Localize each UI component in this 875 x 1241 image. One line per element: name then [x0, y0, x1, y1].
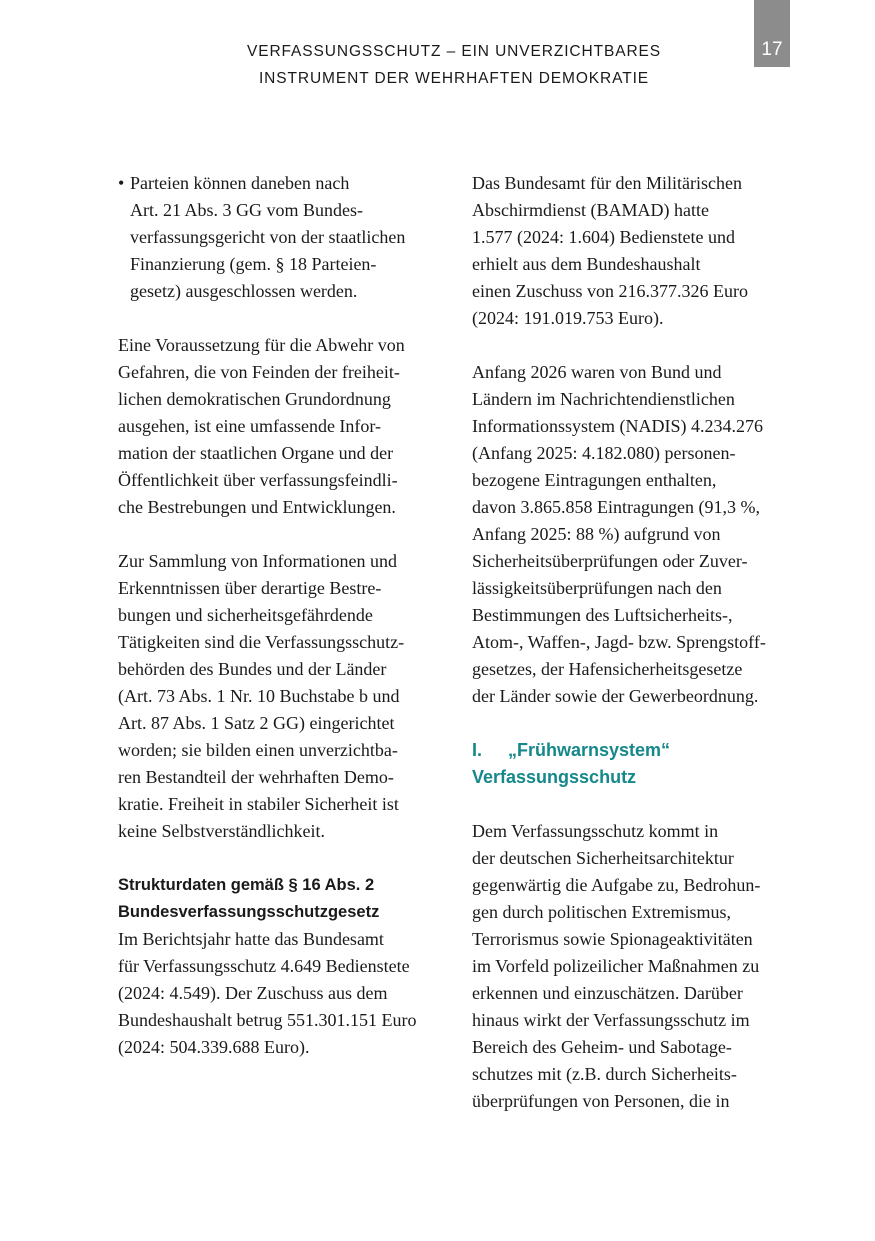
text-line: gesetz) ausgeschlossen werden. — [130, 281, 358, 301]
subheading-line: Strukturdaten gemäß § 16 Abs. 2 — [118, 876, 375, 894]
text-line: Art. 87 Abs. 1 Satz 2 GG) eingerichtet — [118, 713, 395, 733]
text-line: Bundeshaushalt betrug 551.301.151 Euro — [118, 1010, 417, 1030]
section-heading-line: Verfassungsschutz — [472, 767, 637, 787]
text-line: Terrorismus sowie Spionageaktivitäten — [472, 929, 753, 949]
text-line: einen Zuschuss von 216.377.326 Euro — [472, 281, 748, 301]
bullet-item — [118, 170, 448, 305]
text-line: davon 3.865.858 Eintragungen (91,3 %, — [472, 497, 760, 517]
text-line: behörden des Bundes und der Länder — [118, 659, 387, 679]
text-line: Bereich des Geheim- und Sabotage- — [472, 1037, 732, 1057]
text-line: lichen demokratischen Grundordnung — [118, 389, 391, 409]
text-line: Bestimmungen des Luftsicherheits-, — [472, 605, 733, 625]
text-line: erhielt aus dem Bundeshaushalt — [472, 254, 701, 274]
text-line: (Art. 73 Abs. 1 Nr. 10 Buchstabe b und — [118, 686, 400, 706]
text-line: Zur Sammlung von Informationen und — [118, 551, 397, 571]
paragraph — [472, 170, 802, 332]
text-line: Abschirmdienst (BAMAD) hatte — [472, 200, 709, 220]
running-header-line: INSTRUMENT DER WEHRHAFTEN DEMOKRATIE — [258, 70, 650, 87]
text-line: (2024: 191.019.753 Euro). — [472, 308, 664, 328]
text-line: keine Selbstverständlichkeit. — [118, 821, 325, 841]
subheading-line: Bundesverfassungsschutzgesetz — [118, 903, 380, 921]
text-line: gen durch politischen Extremismus, — [472, 902, 731, 922]
text-line: worden; sie bilden einen unverzichtba- — [118, 740, 398, 760]
text-line: (2024: 504.339.688 Euro). — [118, 1037, 310, 1057]
section-number: I. — [472, 740, 483, 760]
text-line: erkennen und einzuschätzen. Darüber — [472, 983, 743, 1003]
left-column — [118, 170, 448, 1061]
text-line: che Bestrebungen und Entwicklungen. — [118, 497, 396, 517]
text-line: Ländern im Nachrichtendienstlichen — [472, 389, 735, 409]
text-line: Sicherheitsüberprüfungen oder Zuver- — [472, 551, 748, 571]
text-line: gegenwärtig die Aufgabe zu, Bedrohun- — [472, 875, 761, 895]
text-line: Eine Voraussetzung für die Abwehr von — [118, 335, 405, 355]
text-line: kratie. Freiheit in stabiler Sicherheit ist — [118, 794, 399, 814]
text-line: überprüfungen von Personen, die in — [472, 1091, 730, 1111]
paragraph — [472, 359, 802, 710]
text-line: ren Bestandteil der wehrhaften Demo- — [118, 767, 394, 787]
text-line: Erkenntnissen über derartige Bestre- — [118, 578, 382, 598]
text-line: im Vorfeld polizeilicher Maßnahmen zu — [472, 956, 760, 976]
text-line: Dem Verfassungsschutz kommt in — [472, 821, 719, 841]
text-line: Gefahren, die von Feinden der freiheit- — [118, 362, 400, 382]
text-line: mation der staatlichen Organe und der — [118, 443, 394, 463]
bullet-text — [130, 170, 448, 305]
text-line: Anfang 2026 waren von Bund und — [472, 362, 722, 382]
section-heading-line — [472, 737, 802, 764]
text-line: bungen und sicherheitsgefährdende — [118, 605, 373, 625]
section-heading — [472, 737, 802, 791]
text-line: (2024: 4.549). Der Zuschuss aus dem — [118, 983, 388, 1003]
text-line: Atom-, Waffen-, Jagd- bzw. Sprengstoff- — [472, 632, 766, 652]
text-line: lässigkeitsüberprüfungen nach den — [472, 578, 722, 598]
text-line: Informationssystem (NADIS) 4.234.276 — [472, 416, 763, 436]
bullet-marker: • — [118, 173, 125, 193]
right-column — [472, 170, 802, 1115]
paragraph — [118, 926, 448, 1061]
text-line: für Verfassungsschutz 4.649 Bedienstete — [118, 956, 410, 976]
text-line: (Anfang 2025: 4.182.080) personen- — [472, 443, 736, 463]
text-line: der Länder sowie der Gewerbeordnung. — [472, 686, 759, 706]
text-line: der deutschen Sicherheitsarchitektur — [472, 848, 734, 868]
text-line: Tätigkeiten sind die Verfassungsschutz- — [118, 632, 405, 652]
text-line: 1.577 (2024: 1.604) Bedienstete und — [472, 227, 735, 247]
paragraph — [118, 548, 448, 845]
subheading-strukturdaten — [118, 872, 448, 926]
page-number: 17 — [761, 39, 783, 60]
text-line: hinaus wirkt der Verfassungsschutz im — [472, 1010, 750, 1030]
text-line: Finanzierung (gem. § 18 Parteien- — [130, 254, 377, 274]
running-header-line: VERFASSUNGSSCHUTZ – EIN UNVERZICHTBARES — [246, 43, 662, 60]
text-line: Öffentlichkeit über verfassungsfeindli- — [118, 470, 398, 490]
page-number-tab — [754, 0, 790, 67]
text-line: schutzes mit (z.B. durch Sicherheits- — [472, 1064, 737, 1084]
text-line: bezogene Eintragungen enthalten, — [472, 470, 717, 490]
paragraph — [118, 332, 448, 521]
text-line: Anfang 2025: 88 %) aufgrund von — [472, 524, 721, 544]
paragraph — [472, 818, 802, 1115]
text-line: Im Berichtsjahr hatte das Bundesamt — [118, 929, 384, 949]
text-line: verfassungsgericht von der staatlichen — [130, 227, 406, 247]
text-line: Das Bundesamt für den Militärischen — [472, 173, 742, 193]
text-line: gesetzes, der Hafensicherheitsgesetze — [472, 659, 743, 679]
section-title: „Frühwarnsystem“ — [508, 740, 671, 760]
text-line: Art. 21 Abs. 3 GG vom Bundes- — [130, 200, 363, 220]
text-line: Parteien können daneben nach — [130, 173, 350, 193]
running-header — [200, 38, 708, 92]
text-line: ausgehen, ist eine umfassende Infor- — [118, 416, 382, 436]
